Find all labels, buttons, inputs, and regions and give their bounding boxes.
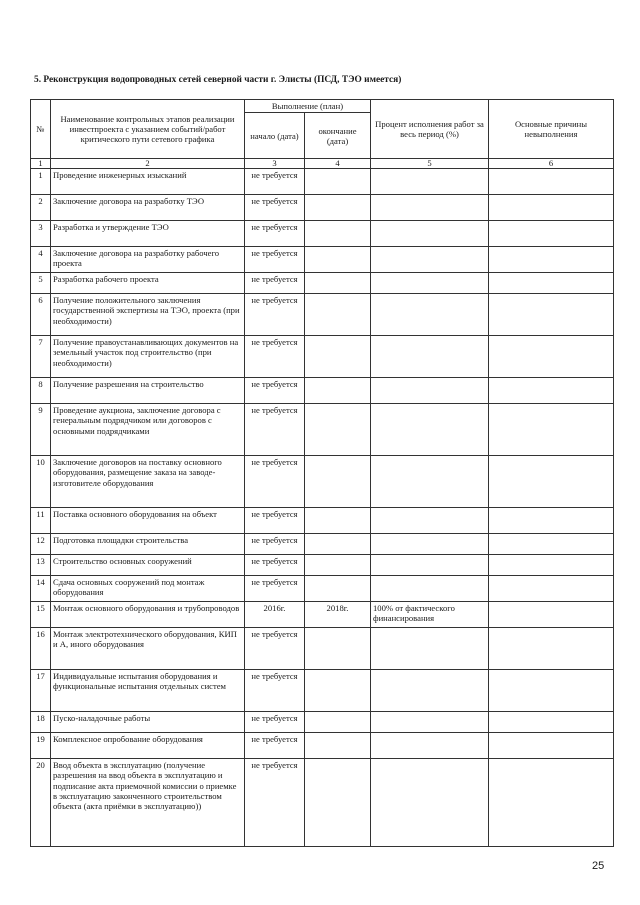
row-stage: Ввод объекта в эксплуатацию (получение разрешения на ввод объекта в эксплуатацию и подписание акта приемочной комиссии о приемке в эксплуатацию законченного строительством объекта (акта приёмки в эксплуатацию)) (51, 759, 245, 847)
row-percent (371, 628, 489, 670)
row-stage: Строительство основных сооружений (51, 555, 245, 576)
row-reasons (489, 404, 614, 456)
row-start-date: не требуется (245, 404, 305, 456)
row-end-date (305, 294, 371, 336)
row-stage: Индивидуальные испытания оборудования и функциональные испытания отдельных систем (51, 670, 245, 712)
header-reasons: Основные причины невыполнения (489, 100, 614, 159)
row-reasons (489, 456, 614, 508)
table-row (31, 508, 614, 534)
table-row (31, 221, 614, 247)
row-number: 3 (31, 221, 51, 247)
row-stage: Получение правоустанавливающих документов на земельный участок под строительство (при необходимости) (51, 336, 245, 378)
row-start-date: не требуется (245, 378, 305, 404)
row-percent (371, 555, 489, 576)
table-row (31, 169, 614, 195)
row-reasons (489, 670, 614, 712)
row-percent (371, 404, 489, 456)
row-start-date: не требуется (245, 508, 305, 534)
row-start-date: не требуется (245, 576, 305, 602)
table-row (31, 294, 614, 336)
header-execution: Выполнение (план) (245, 100, 371, 113)
row-stage: Заключение договора на разработку рабочего проекта (51, 247, 245, 273)
row-number: 19 (31, 733, 51, 759)
table-row (31, 733, 614, 759)
row-end-date (305, 456, 371, 508)
row-start-date: не требуется (245, 628, 305, 670)
row-start-date: не требуется (245, 195, 305, 221)
row-reasons (489, 169, 614, 195)
row-reasons (489, 508, 614, 534)
row-end-date (305, 628, 371, 670)
row-reasons (489, 273, 614, 294)
row-end-date (305, 247, 371, 273)
row-number: 2 (31, 195, 51, 221)
row-number: 20 (31, 759, 51, 847)
row-percent (371, 336, 489, 378)
row-reasons (489, 628, 614, 670)
row-percent (371, 273, 489, 294)
row-start-date: не требуется (245, 294, 305, 336)
row-percent (371, 195, 489, 221)
row-stage: Получение положительного заключения государственной экспертизы на ТЭО, проекта (при необходимости) (51, 294, 245, 336)
row-stage: Сдача основных сооружений под монтаж оборудования (51, 576, 245, 602)
row-percent (371, 733, 489, 759)
row-number: 1 (31, 169, 51, 195)
row-end-date (305, 555, 371, 576)
row-stage: Комплексное опробование оборудования (51, 733, 245, 759)
row-start-date: не требуется (245, 733, 305, 759)
table-row (31, 670, 614, 712)
table-row (31, 602, 614, 628)
row-reasons (489, 294, 614, 336)
table-row (31, 247, 614, 273)
row-start-date: не требуется (245, 670, 305, 712)
row-end-date (305, 508, 371, 534)
row-end-date (305, 221, 371, 247)
row-number: 5 (31, 273, 51, 294)
row-end-date (305, 336, 371, 378)
column-number: 2 (51, 159, 245, 169)
row-percent (371, 221, 489, 247)
row-start-date: не требуется (245, 336, 305, 378)
row-number: 17 (31, 670, 51, 712)
table-row (31, 712, 614, 733)
row-percent (371, 508, 489, 534)
row-stage: Получение разрешения на строительство (51, 378, 245, 404)
row-number: 15 (31, 602, 51, 628)
row-reasons (489, 555, 614, 576)
document-title: 5. Реконструкция водопроводных сетей северной части г. Элисты (ПСД, ТЭО имеется) (34, 75, 402, 85)
row-number: 7 (31, 336, 51, 378)
table-row (31, 378, 614, 404)
row-percent (371, 712, 489, 733)
row-number: 12 (31, 534, 51, 555)
row-reasons (489, 195, 614, 221)
row-percent (371, 294, 489, 336)
row-start-date: не требуется (245, 555, 305, 576)
row-reasons (489, 733, 614, 759)
row-reasons (489, 221, 614, 247)
row-number: 6 (31, 294, 51, 336)
row-percent (371, 456, 489, 508)
row-stage: Подготовка площадки строительства (51, 534, 245, 555)
row-number: 14 (31, 576, 51, 602)
header-start: начало (дата) (245, 113, 305, 159)
row-end-date (305, 576, 371, 602)
row-end-date (305, 733, 371, 759)
row-stage: Проведение аукциона, заключение договора с генеральным подрядчиком или договоров с основными подрядчиками (51, 404, 245, 456)
row-end-date (305, 759, 371, 847)
row-end-date (305, 534, 371, 555)
row-percent (371, 576, 489, 602)
row-stage: Монтаж основного оборудования и трубопроводов (51, 602, 245, 628)
row-reasons (489, 336, 614, 378)
row-number: 8 (31, 378, 51, 404)
table-row (31, 759, 614, 847)
table-row (31, 336, 614, 378)
column-number: 4 (305, 159, 371, 169)
row-stage: Проведение инженерных изысканий (51, 169, 245, 195)
row-reasons (489, 576, 614, 602)
row-start-date: не требуется (245, 169, 305, 195)
row-start-date: не требуется (245, 759, 305, 847)
row-stage: Заключение договоров на поставку основного оборудования, размещение заказа на заводе-изготовителе оборудования (51, 456, 245, 508)
row-number: 4 (31, 247, 51, 273)
row-end-date (305, 169, 371, 195)
row-stage: Монтаж электротехнического оборудования, КИП и А, иного оборудования (51, 628, 245, 670)
table-body (31, 169, 614, 847)
row-stage: Заключение договора на разработку ТЭО (51, 195, 245, 221)
row-number: 18 (31, 712, 51, 733)
table-row (31, 456, 614, 508)
row-percent (371, 759, 489, 847)
row-reasons (489, 602, 614, 628)
row-start-date: не требуется (245, 247, 305, 273)
row-reasons (489, 247, 614, 273)
table-row (31, 555, 614, 576)
column-number: 1 (31, 159, 51, 169)
investment-stages-table (30, 99, 614, 847)
row-number: 13 (31, 555, 51, 576)
row-stage: Разработка и утверждение ТЭО (51, 221, 245, 247)
row-end-date (305, 378, 371, 404)
row-start-date: не требуется (245, 534, 305, 555)
table-row (31, 404, 614, 456)
row-percent: 100% от фактического финансирования (371, 602, 489, 628)
column-number: 6 (489, 159, 614, 169)
row-reasons (489, 378, 614, 404)
header-stage: Наименование контрольных этапов реализации инвестпроекта с указанием событий/работ критического пути сетевого графика (51, 100, 245, 159)
header-percent: Процент исполнения работ за весь период (%) (371, 100, 489, 159)
row-end-date (305, 670, 371, 712)
row-stage: Поставка основного оборудования на объект (51, 508, 245, 534)
row-number: 16 (31, 628, 51, 670)
row-end-date (305, 273, 371, 294)
row-reasons (489, 534, 614, 555)
row-end-date (305, 404, 371, 456)
header-num: № (31, 100, 51, 159)
row-stage: Разработка рабочего проекта (51, 273, 245, 294)
column-numbers-row (31, 159, 614, 169)
row-number: 11 (31, 508, 51, 534)
row-percent (371, 247, 489, 273)
header-end: окончание (дата) (305, 113, 371, 159)
row-stage: Пуско-наладочные работы (51, 712, 245, 733)
row-end-date (305, 712, 371, 733)
row-end-date (305, 195, 371, 221)
table-row (31, 273, 614, 294)
row-percent (371, 169, 489, 195)
column-number: 3 (245, 159, 305, 169)
row-reasons (489, 759, 614, 847)
row-percent (371, 378, 489, 404)
row-start-date: не требуется (245, 273, 305, 294)
table-row (31, 576, 614, 602)
row-start-date: не требуется (245, 712, 305, 733)
row-start-date: не требуется (245, 456, 305, 508)
row-start-date: не требуется (245, 221, 305, 247)
row-start-date: 2016г. (245, 602, 305, 628)
row-percent (371, 534, 489, 555)
row-number: 9 (31, 404, 51, 456)
page-number: 25 (592, 860, 605, 872)
row-percent (371, 670, 489, 712)
row-end-date: 2018г. (305, 602, 371, 628)
table-row (31, 195, 614, 221)
column-number: 5 (371, 159, 489, 169)
row-reasons (489, 712, 614, 733)
table-row (31, 628, 614, 670)
row-number: 10 (31, 456, 51, 508)
table-row (31, 534, 614, 555)
